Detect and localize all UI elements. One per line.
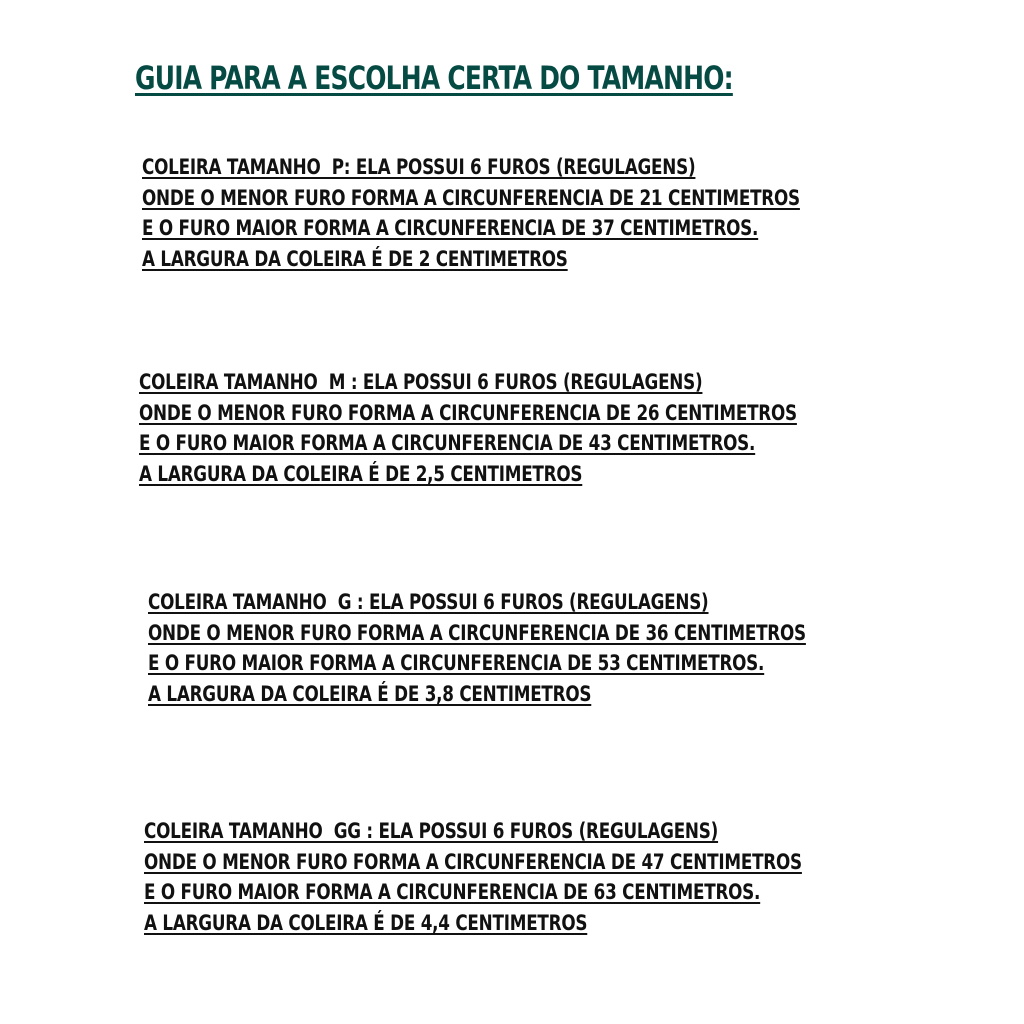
size-p-width: A LARGURA DA COLEIRA É DE 2 CENTIMETROS — [142, 246, 568, 271]
size-g-smallest-hole: ONDE O MENOR FURO FORMA A CIRCUNFERENCIA DE 36 CENTIMETROS — [148, 620, 806, 645]
size-p-smallest-hole: ONDE O MENOR FURO FORMA A CIRCUNFERENCIA DE 21 CENTIMETROS — [142, 185, 800, 210]
size-m-largest-hole: E O FURO MAIOR FORMA A CIRCUNFERENCIA DE 43 CENTIMETROS. — [139, 431, 756, 455]
size-m-heading: COLEIRA TAMANHO M : ELA POSSUI 6 FUROS (REGULAGENS) — [139, 370, 703, 394]
size-gg-width: A LARGURA DA COLEIRA É DE 4,4 CENTIMETROS — [144, 910, 588, 935]
size-gg-smallest-hole: ONDE O MENOR FURO FORMA A CIRCUNFERENCIA DE 47 CENTIMETROS — [144, 849, 802, 874]
size-p-section — [142, 152, 964, 274]
page-title: GUIA PARA A ESCOLHA CERTA DO TAMANHO: — [135, 59, 733, 97]
size-g-largest-hole: E O FURO MAIOR FORMA A CIRCUNFERENCIA DE 53 CENTIMETROS. — [148, 651, 765, 675]
size-m-section — [139, 367, 961, 489]
size-gg-section — [144, 816, 966, 938]
size-gg-largest-hole: E O FURO MAIOR FORMA A CIRCUNFERENCIA DE 63 CENTIMETROS. — [144, 880, 761, 904]
size-p-largest-hole: E O FURO MAIOR FORMA A CIRCUNFERENCIA DE 37 CENTIMETROS. — [142, 216, 759, 240]
size-m-width: A LARGURA DA COLEIRA É DE 2,5 CENTIMETROS — [139, 461, 583, 486]
size-p-heading: COLEIRA TAMANHO P: ELA POSSUI 6 FUROS (REGULAGENS) — [142, 155, 696, 179]
size-g-section — [148, 587, 970, 709]
size-g-heading: COLEIRA TAMANHO G : ELA POSSUI 6 FUROS (REGULAGENS) — [148, 590, 709, 614]
size-m-smallest-hole: ONDE O MENOR FURO FORMA A CIRCUNFERENCIA DE 26 CENTIMETROS — [139, 400, 797, 425]
size-gg-heading: COLEIRA TAMANHO GG : ELA POSSUI 6 FUROS (REGULAGENS) — [144, 819, 719, 843]
size-g-width: A LARGURA DA COLEIRA É DE 3,8 CENTIMETROS — [148, 681, 592, 706]
